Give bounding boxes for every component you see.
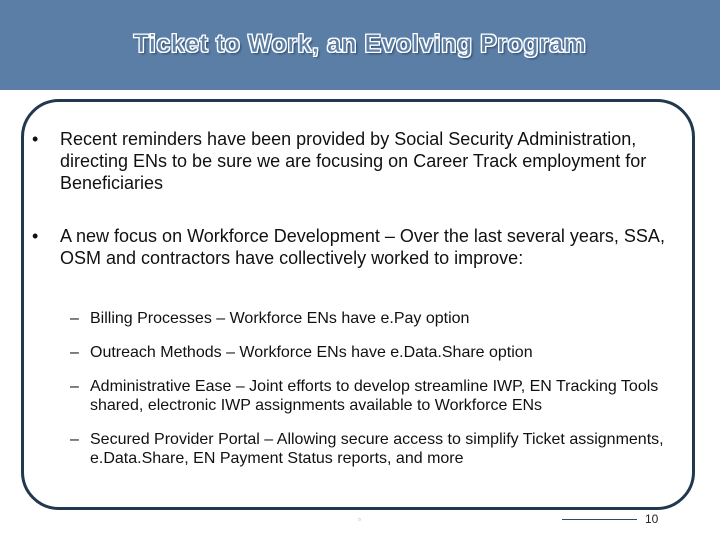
- footer-rule: [562, 519, 637, 520]
- bullet-item: • A new focus on Workforce Development – Over the last several years, SSA, OSM and contractors have collectively worked to improve:: [30, 225, 680, 269]
- sub-bullet-item: – Administrative Ease – Joint efforts to develop streamline IWP, EN Tracking Tools shared, electronic IWP assignments available to Workforce ENs: [70, 377, 690, 415]
- sub-bullet-item: – Secured Provider Portal – Allowing secure access to simplify Ticket assignments, e.Data.Share, EN Payment Status reports, and more: [70, 430, 690, 468]
- bullet-item: • Recent reminders have been provided by Social Security Administration, directing ENs to be sure we are focusing on Career Track employment for Beneficiaries: [30, 128, 680, 194]
- bullet-list: [30, 128, 680, 303]
- footer-mark: ▫: [358, 515, 361, 524]
- sub-bullet-item: – Billing Processes – Workforce ENs have e.Pay option: [70, 309, 690, 328]
- sub-bullet-item: – Outreach Methods – Workforce ENs have e.Data.Share option: [70, 343, 690, 362]
- page-number: 10: [645, 512, 659, 526]
- slide-title: Ticket to Work, an Evolving Program: [133, 30, 587, 58]
- sub-bullet-list: [70, 309, 690, 483]
